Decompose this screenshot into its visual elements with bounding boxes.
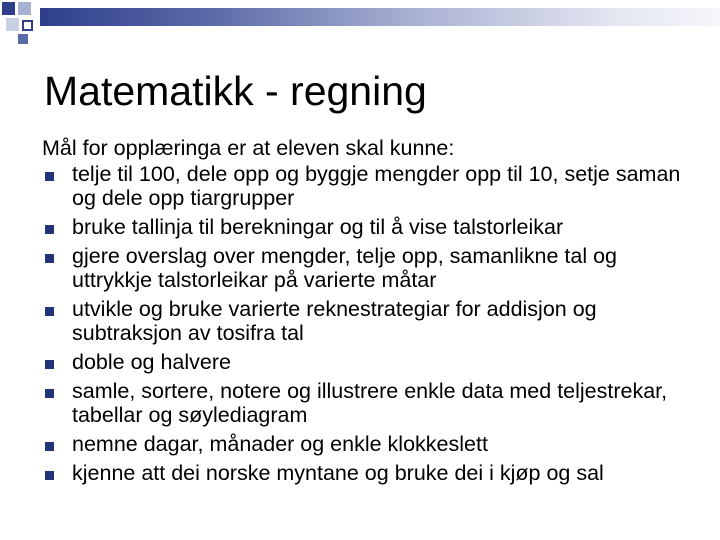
list-item xyxy=(42,162,702,210)
list-item xyxy=(42,297,702,345)
square-bullet-icon xyxy=(45,254,54,263)
list-item xyxy=(42,379,702,427)
square-bullet-icon xyxy=(45,471,54,480)
deco-square xyxy=(18,2,31,15)
list-item xyxy=(42,350,702,374)
square-bullet-icon xyxy=(45,442,54,451)
list-item-text: nemne dagar, månader og enkle klokkeslett xyxy=(72,432,488,456)
square-bullet-icon xyxy=(45,172,54,181)
goal-list xyxy=(42,162,702,485)
list-item xyxy=(42,244,702,292)
list-item-text: utvikle og bruke varierte reknestrategiar for addisjon og subtraksjon av tosifra tal xyxy=(72,297,597,345)
deco-square xyxy=(2,2,15,15)
list-item xyxy=(42,461,702,485)
list-item xyxy=(42,215,702,239)
deco-square xyxy=(18,34,28,44)
deco-square xyxy=(22,20,33,31)
intro-text: Mål for opplæringa er at eleven skal kunne: xyxy=(42,136,455,160)
slide-title: Matematikk - regning xyxy=(44,68,427,114)
list-item-text: samle, sortere, notere og illustrere enkle data med teljestrekar, tabellar og søylediagram xyxy=(72,379,668,427)
list-item-text: bruke tallinja til berekningar og til å vise talstorleikar xyxy=(72,215,564,239)
list-item-text: doble og halvere xyxy=(72,350,231,374)
list-item xyxy=(42,432,702,456)
square-bullet-icon xyxy=(45,360,54,369)
slide-content xyxy=(42,136,702,490)
header-gradient-bar xyxy=(40,8,720,26)
square-bullet-icon xyxy=(45,225,54,234)
list-item-text: telje til 100, dele opp og byggje mengder opp til 10, setje saman og dele opp tiargrupper xyxy=(72,162,681,210)
header-decoration xyxy=(0,0,720,48)
square-bullet-icon xyxy=(45,307,54,316)
list-item-text: gjere overslag over mengder, telje opp, samanlikne tal og uttrykkje talstorleikar på varierte måtar xyxy=(72,244,617,292)
deco-square xyxy=(6,18,19,31)
square-bullet-icon xyxy=(45,389,54,398)
list-item-text: kjenne att dei norske myntane og bruke dei i kjøp og sal xyxy=(72,461,604,485)
